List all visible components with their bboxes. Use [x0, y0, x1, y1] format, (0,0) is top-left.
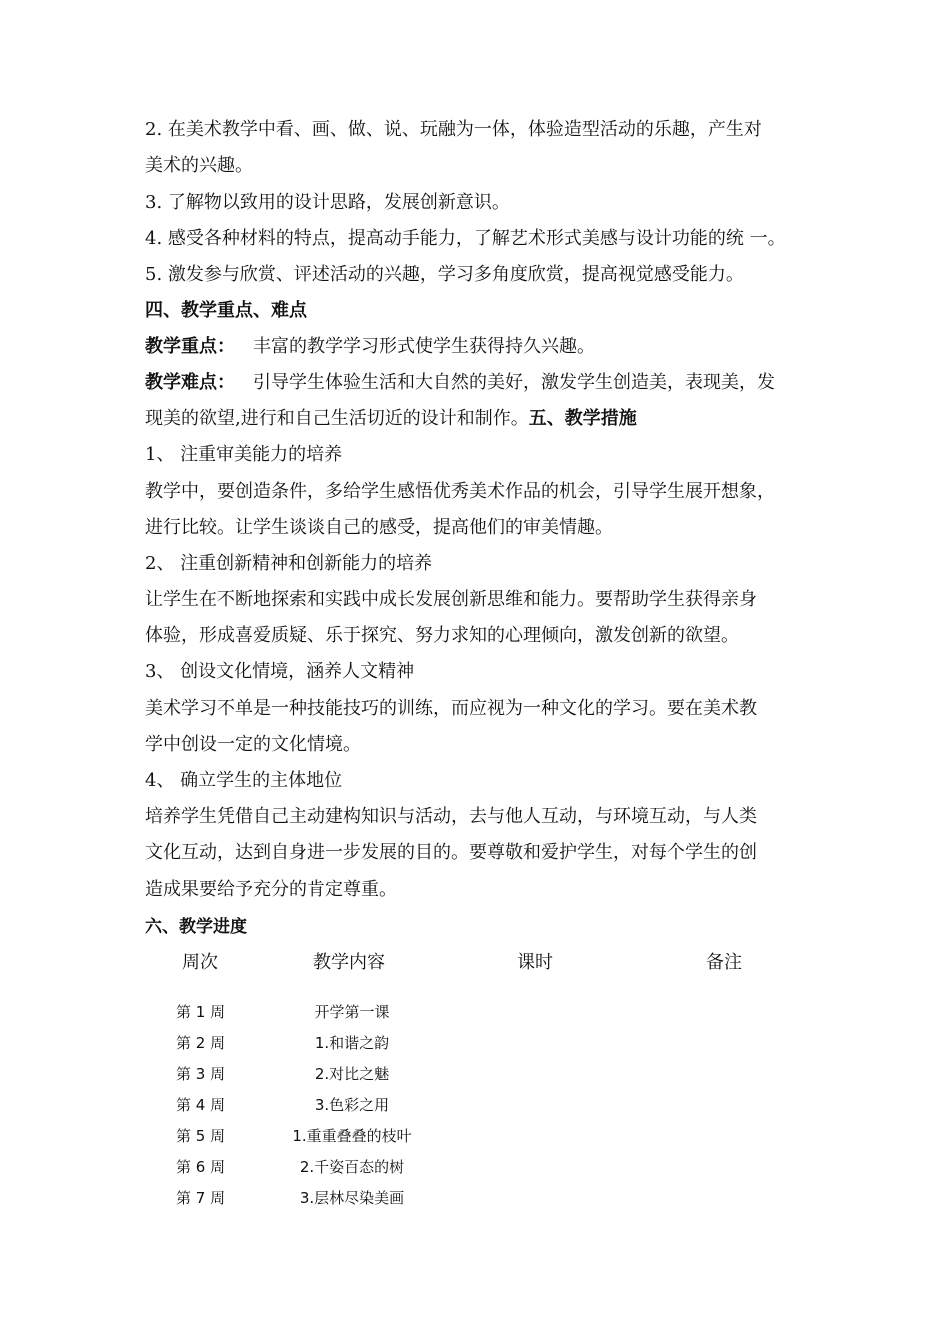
header-hours: 课时 [517, 952, 553, 973]
measure-1-title: 1、 注重审美能力的培养 [145, 444, 343, 465]
teaching-difficulty [145, 370, 825, 396]
header-week: 周次 [182, 952, 218, 973]
goal-4: 4. 感受各种材料的特点，提高动手能力，了解艺术形式美感与设计功能的统 一。 [145, 228, 786, 249]
measure-1-line-1: 教学中，要创造条件，多给学生感悟优秀美术作品的机会，引导学生展开想象， [145, 481, 775, 502]
measure-4-line-1: 培养学生凭借自己主动建构知识与活动，去与他人互动，与环境互动，与人类 [145, 806, 757, 827]
row-2-week: 第 2 周 [176, 1034, 226, 1052]
row-4-content: 3.色彩之用 [314, 1096, 390, 1114]
row-2-content: 1.和谐之韵 [314, 1034, 390, 1052]
row-1-week: 第 1 周 [176, 1003, 226, 1021]
row-1-content: 开学第一课 [314, 1003, 390, 1021]
difficulty-line-2 [145, 406, 825, 432]
difficulty-text-1: 引导学生体验生活和大自然的美好，激发学生创造美，表现美，发 [253, 372, 775, 393]
row-3-week: 第 3 周 [176, 1065, 226, 1083]
measure-2-line-2: 体验，形成喜爱质疑、乐于探究、努力求知的心理倾向，激发创新的欲望。 [145, 625, 739, 646]
row-3-content: 2.对比之魅 [314, 1065, 390, 1083]
row-7-week: 第 7 周 [176, 1189, 226, 1207]
measure-4-line-3: 造成果要给予充分的肯定尊重。 [145, 879, 397, 900]
measure-1-line-2: 进行比较。让学生谈谈自己的感受，提高他们的审美情趣。 [145, 517, 613, 538]
key-point-label: 教学重点： [145, 336, 235, 357]
measure-3-line-2: 学中创设一定的文化情境。 [145, 734, 361, 755]
goal-5: 5. 激发参与欣赏、评述活动的兴趣，学习多角度欣赏，提高视觉感受能力。 [145, 264, 744, 285]
measure-3-title: 3、 创设文化情境，涵养人文精神 [145, 661, 415, 682]
difficulty-label: 教学难点： [145, 372, 235, 393]
measure-3-line-1: 美术学习不单是一种技能技巧的训练，而应视为一种文化的学习。要在美术教 [145, 698, 757, 719]
row-5-week: 第 5 周 [176, 1127, 226, 1145]
section-4-heading: 四、教学重点、难点 [145, 300, 307, 321]
row-6-content: 2.千姿百态的树 [299, 1158, 405, 1176]
measure-4-line-2: 文化互动，达到自身进一步发展的目的。要尊敬和爱护学生，对每个学生的创 [145, 842, 757, 863]
difficulty-text-2: 现美的欲望,进行和自己生活切近的设计和制作。 [145, 408, 529, 429]
row-4-week: 第 4 周 [176, 1096, 226, 1114]
goal-2-line-1: 2. 在美术教学中看、画、做、说、玩融为一体，体验造型活动的乐趣，产生对 [145, 119, 762, 140]
row-6-week: 第 6 周 [176, 1158, 226, 1176]
header-content: 教学内容 [313, 952, 385, 973]
row-7-content: 3.层林尽染美画 [299, 1189, 405, 1207]
measure-4-title: 4、 确立学生的主体地位 [145, 770, 343, 791]
section-5-heading: 五、教学措施 [528, 408, 637, 429]
measure-2-line-1: 让学生在不断地探索和实践中成长发展创新思维和能力。要帮助学生获得亲身 [145, 589, 757, 610]
goal-2-line-2: 美术的兴趣。 [145, 155, 253, 176]
header-note: 备注 [706, 952, 742, 973]
key-point-text: 丰富的教学学习形式使学生获得持久兴趣。 [253, 336, 595, 357]
teaching-key-point [145, 334, 825, 360]
goal-3: 3. 了解物以致用的设计思路，发展创新意识。 [145, 192, 510, 213]
section-6-heading: 六、教学进度 [145, 917, 247, 937]
measure-2-title: 2、 注重创新精神和创新能力的培养 [145, 553, 433, 574]
row-5-content: 1.重重叠叠的枝叶 [292, 1127, 412, 1145]
